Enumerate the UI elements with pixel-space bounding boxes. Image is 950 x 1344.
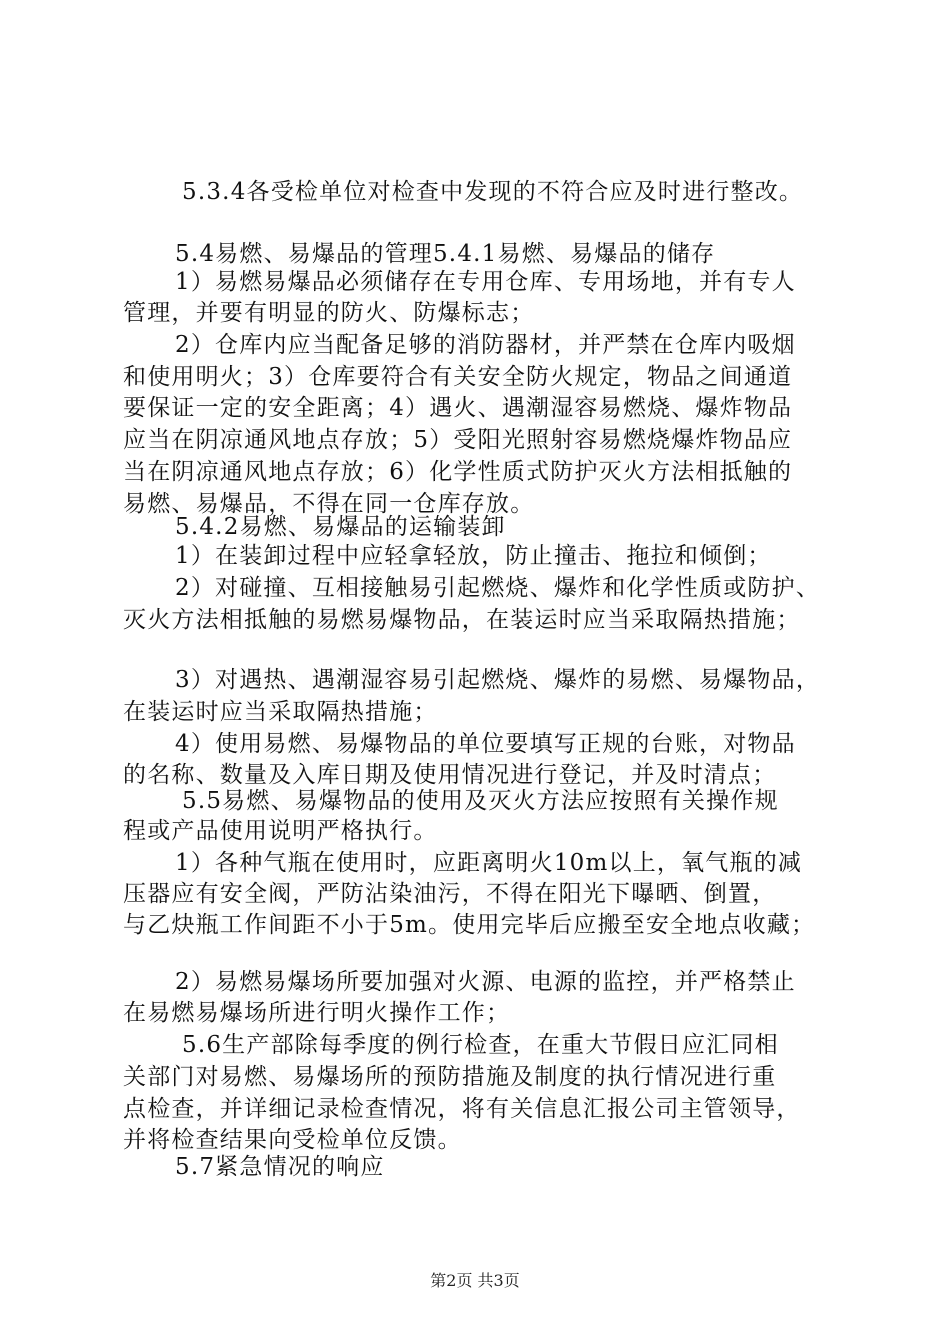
- text-line: 2）仓库内应当配备足够的消防器材，并严禁在仓库内吸烟: [175, 332, 796, 358]
- text-line: 1）各种气瓶在使用时，应距离明火10m以上，氧气瓶的减: [175, 850, 803, 876]
- text-line: 程或产品使用说明严格执行。: [123, 818, 438, 844]
- text-line: 在装运时应当采取隔热措施；: [123, 699, 438, 725]
- text-line: 2）对碰撞、互相接触易引起燃烧、爆炸和化学性质或防护、: [175, 575, 821, 601]
- text-line: 的名称、数量及入库日期及使用情况进行登记，并及时清点；: [123, 762, 777, 788]
- text-line: 1）在装卸过程中应轻拿轻放，防止撞击、拖拉和倾倒；: [175, 543, 772, 569]
- text-line: 5.7紧急情况的响应: [175, 1154, 385, 1180]
- text-line: 2）易燃易爆场所要加强对火源、电源的监控，并严格禁止: [175, 969, 796, 995]
- text-line: 易燃、易爆品，不得在同一仓库存放。: [123, 491, 535, 517]
- text-line: 与乙炔瓶工作间距不小于5m。使用完毕后应搬至安全地点收藏；: [123, 912, 816, 938]
- text-line: 关部门对易燃、易爆场所的预防措施及制度的执行情况进行重: [123, 1064, 777, 1090]
- text-line: 点检查，并详细记录检查情况，将有关信息汇报公司主管领导，: [123, 1096, 801, 1122]
- text-line: 灭火方法相抵触的易燃易爆物品，在装运时应当采取隔热措施；: [123, 607, 801, 633]
- text-line: 和使用明火；3）仓库要符合有关安全防火规定，物品之间通道: [123, 364, 793, 390]
- text-line: 5.5易燃、易爆物品的使用及灭火方法应按照有关操作规: [182, 788, 779, 814]
- text-line: 并将检查结果向受检单位反馈。: [123, 1127, 462, 1153]
- text-line: 压器应有安全阀，严防沾染油污，不得在阳光下曝晒、倒置，: [123, 881, 777, 907]
- text-line: 1）易燃易爆品必须储存在专用仓库、专用场地，并有专人: [175, 269, 796, 295]
- text-line: 5.4易燃、易爆品的管理5.4.1易燃、易爆品的储存: [175, 241, 716, 267]
- text-line: 当在阴凉通风地点存放；6）化学性质式防护灭火方法相抵触的: [123, 459, 793, 485]
- text-line: 要保证一定的安全距离；4）遇火、遇潮湿容易燃烧、爆炸物品: [123, 395, 793, 421]
- text-line: 5.3.4各受检单位对检查中发现的不符合应及时进行整改。: [182, 179, 804, 205]
- text-line: 在易燃易爆场所进行明火操作工作；: [123, 1000, 511, 1026]
- text-line: 3）对遇热、遇潮湿容易引起燃烧、爆炸的易燃、易爆物品，: [175, 667, 821, 693]
- page-footer: 第2页 共3页: [430, 1271, 520, 1290]
- text-line: 管理，并要有明显的防火、防爆标志；: [123, 300, 535, 326]
- text-line: 5.4.2易燃、易爆品的运输装卸: [175, 514, 506, 540]
- text-line: 5.6生产部除每季度的例行检查，在重大节假日应汇同相: [182, 1032, 779, 1058]
- text-line: 4）使用易燃、易爆物品的单位要填写正规的台账，对物品: [175, 731, 796, 757]
- text-line: 应当在阴凉通风地点存放；5）受阳光照射容易燃烧爆炸物品应: [123, 427, 793, 453]
